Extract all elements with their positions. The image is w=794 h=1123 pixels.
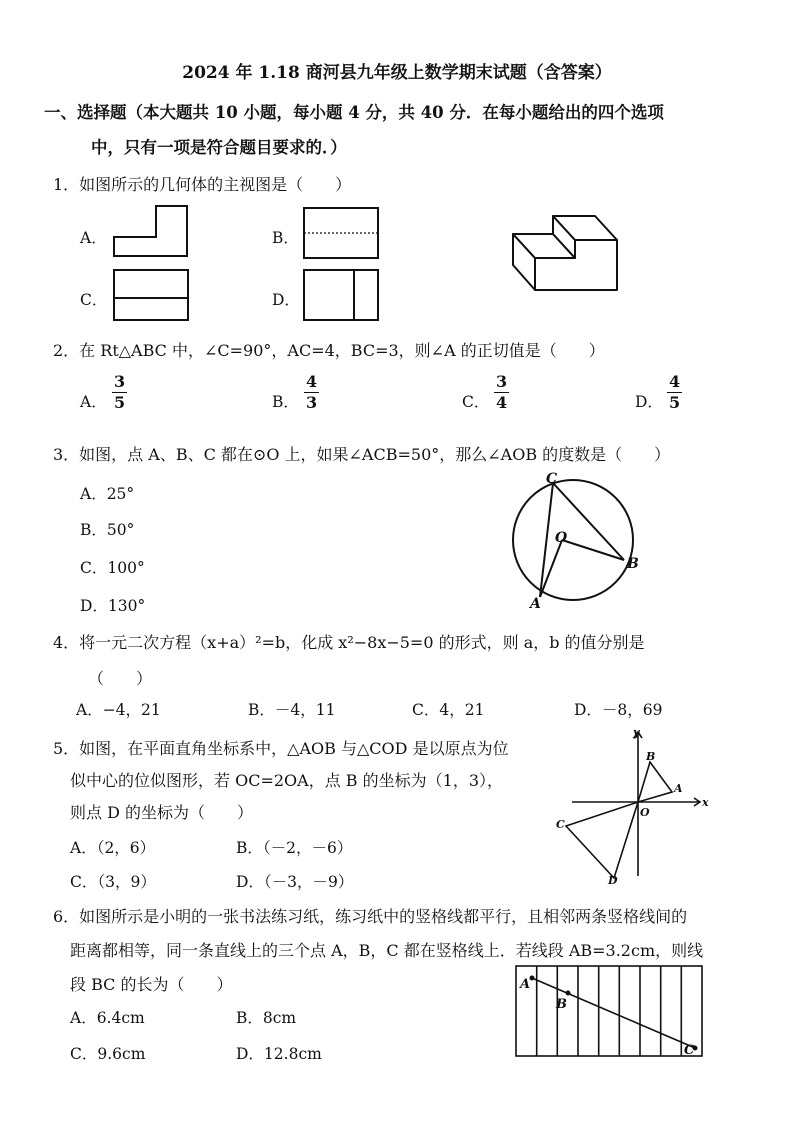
q4-answer-paren: （ ） [88, 669, 153, 688]
q2-b-denominator: 3 [306, 393, 318, 412]
q5-label-b: B [646, 750, 656, 763]
q1-option-a-view [112, 204, 192, 260]
q1-stem: 1．如图所示的几何体的主视图是（ ） [53, 175, 352, 194]
q1-solid-figure [505, 210, 645, 300]
q5-stem-line1: 5．如图，在平面直角坐标系中，△AOB 与△COD 是以原点为位 [53, 739, 509, 758]
q2-stem: 2．在 Rt△ABC 中，∠C=90°，AC=4，BC=3，则∠A 的正切值是（ ） [53, 341, 605, 360]
q1-option-c-view [112, 268, 192, 323]
q2-option-c-label: C． [462, 393, 490, 411]
q1-option-d-view [302, 268, 382, 323]
q5-label-y: y [633, 726, 640, 739]
q2-option-d-label: D． [635, 393, 663, 411]
q2-b-numerator: 4 [306, 372, 318, 391]
section-header-line1: 一、选择题（本大题共 10 小题，每小题 4 分，共 40 分．在每小题给出的四个选项 [44, 103, 664, 122]
q3-option-b: B．50° [80, 521, 135, 539]
q2-option-d-fraction [667, 372, 682, 413]
section-header-line2: 中，只有一项是符合题目要求的．） [91, 138, 347, 157]
q5-label-o: O [640, 806, 650, 819]
q4-option-d: D．－8，69 [574, 701, 663, 719]
q1-option-c-label: C． [80, 291, 108, 309]
q3-label-a: A [530, 596, 541, 612]
q5-option-d: D．（－3，－9） [236, 873, 354, 891]
q5-stem-line3: 则点 D 的坐标为（ ） [70, 803, 254, 822]
q1-option-d-label: D． [272, 291, 300, 309]
page-title: 2024 年 1.18 商河县九年级上数学期末试题（含答案） [182, 63, 612, 83]
q3-label-b: B [627, 556, 639, 572]
q5-option-c: C．（3，9） [70, 873, 156, 891]
q2-option-b-fraction [304, 372, 319, 413]
q4-stem: 4．将一元二次方程（x+a）²=b，化成 x²−8x−5=0 的形式，则 a，b 的值分别是 [53, 633, 645, 652]
q3-stem: 3．如图，点 A、B、C 都在⊙O 上，如果∠ACB=50°，那么∠AOB 的度数是（ ） [53, 445, 671, 464]
q2-c-denominator: 4 [496, 393, 508, 412]
q2-a-numerator: 3 [114, 372, 126, 391]
q3-option-a: A．25° [80, 485, 135, 503]
q6-option-d: D．12.8cm [236, 1045, 322, 1063]
q2-d-denominator: 5 [669, 393, 681, 412]
q5-label-a: A [674, 782, 683, 795]
q3-label-o: O [555, 530, 568, 546]
q2-option-b-label: B． [272, 393, 299, 411]
q5-stem-line2: 似中心的位似图形，若 OC=2OA，点 B 的坐标为（1，3）， [70, 771, 503, 790]
q6-option-c: C．9.6cm [70, 1045, 146, 1063]
q1-option-b-view [302, 206, 382, 261]
q2-c-numerator: 3 [496, 372, 508, 391]
q5-label-x: x [702, 796, 709, 809]
q4-option-b: B．－4，11 [248, 701, 336, 719]
q4-option-c: C．4，21 [412, 701, 485, 719]
q5-option-b: B．（－2，－6） [236, 839, 353, 857]
q6-label-b: B [556, 997, 567, 1012]
q2-option-a-label: A． [80, 393, 107, 411]
q5-label-c: C [556, 818, 565, 831]
q2-option-a-fraction [112, 372, 127, 413]
q2-option-c-fraction [494, 372, 509, 413]
q6-label-a: A [520, 977, 531, 992]
q1-option-b-label: B． [272, 229, 299, 247]
q6-option-b: B．8cm [236, 1009, 297, 1027]
q2-a-denominator: 5 [114, 393, 126, 412]
q3-label-c: C [546, 471, 558, 487]
q6-stem-line3: 段 BC 的长为（ ） [70, 975, 233, 994]
q4-option-a: A．−4，21 [76, 701, 161, 719]
q5-label-d: D [608, 874, 618, 887]
q5-coordinate-figure [556, 726, 710, 887]
q6-option-a: A．6.4cm [70, 1009, 145, 1027]
q3-option-c: C．100° [80, 559, 145, 577]
q3-option-d: D．130° [80, 597, 146, 615]
q1-option-a-label: A． [80, 229, 107, 247]
q6-stem-line1: 6．如图所示是小明的一张书法练习纸，练习纸中的竖格线都平行，且相邻两条竖格线间的 [53, 907, 688, 926]
q3-circle-figure [500, 470, 650, 620]
q6-label-c: C [684, 1043, 695, 1058]
q6-grid-figure [510, 962, 710, 1062]
q6-stem-line2: 距离都相等，同一条直线上的三个点 A，B，C 都在竖格线上．若线段 AB=3.2cm，则线 [70, 941, 704, 960]
q5-option-a: A．（2，6） [70, 839, 156, 857]
q2-d-numerator: 4 [669, 372, 681, 391]
